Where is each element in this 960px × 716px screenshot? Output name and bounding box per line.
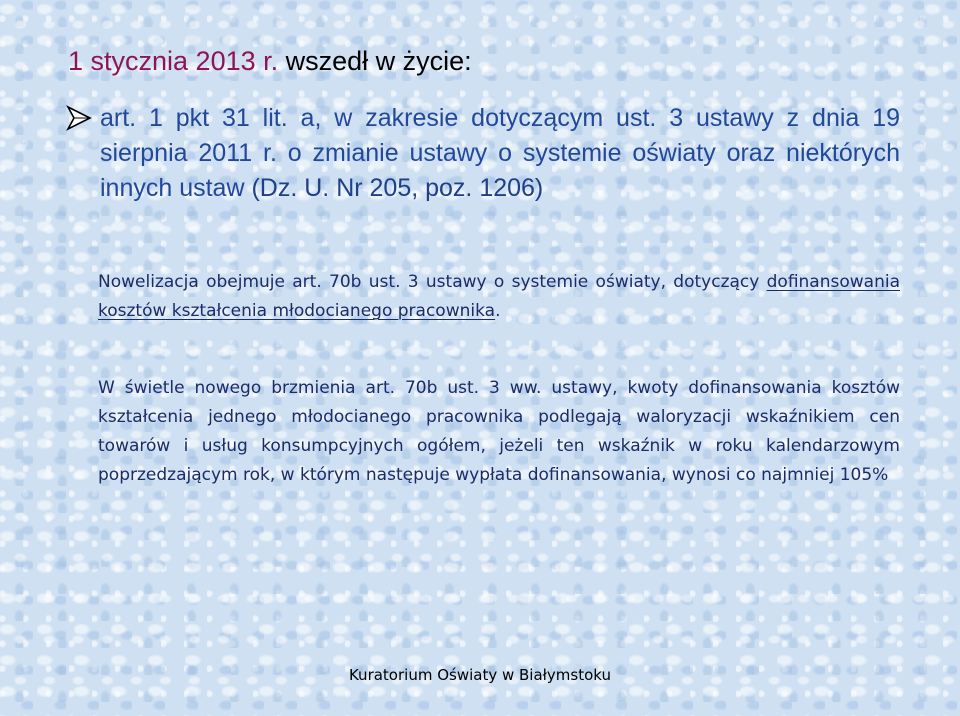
bullet-text-main: art. 1 pkt 31 lit. a, w zakresie dotyczącym ust. 3 ustawy z dnia 19 sierpnia 2011 r. o zmianie ustawy o systemie oświaty oraz niektórych innych ustaw <box>100 104 900 202</box>
paragraph-amendment-underlined: dofinansowania kosztów kształcenia młodocianego pracownika <box>98 272 900 321</box>
arrow-bullet-icon <box>66 105 92 131</box>
title-date: 1 stycznia 2013 r. <box>68 46 279 76</box>
bullet-text-citation: (Dz. U. Nr 205, poz. 1206) <box>244 174 544 202</box>
slide-title <box>68 44 472 78</box>
title-rest: wszedł w życie: <box>278 46 472 76</box>
paragraph-amendment-intro: Nowelizacja obejmuje art. 70b ust. 3 ustawy o systemie oświaty, dotyczący <box>98 272 767 292</box>
bullet-text <box>100 101 900 206</box>
bullet-item <box>66 101 902 206</box>
footer-organization: Kuratorium Oświaty w Białymstoku <box>348 666 612 684</box>
paragraph-indexation: W świetle nowego brzmienia art. 70b ust. 3 ww. ustawy, kwoty dofinansowania kosztów kształcenia jednego młodocianego pracownika podlegają waloryzacji wskaźnikiem cen towarów i usług konsumpcyjnych ogółem, jeżeli ten wskaźnik w roku kalendarzowym poprzedzającym rok, w którym następuje wypłata dofinansowania, wynosi co najmniej 105% <box>98 378 900 485</box>
paragraph-amendment <box>98 268 900 326</box>
paragraph-amendment-end: . <box>495 301 501 321</box>
